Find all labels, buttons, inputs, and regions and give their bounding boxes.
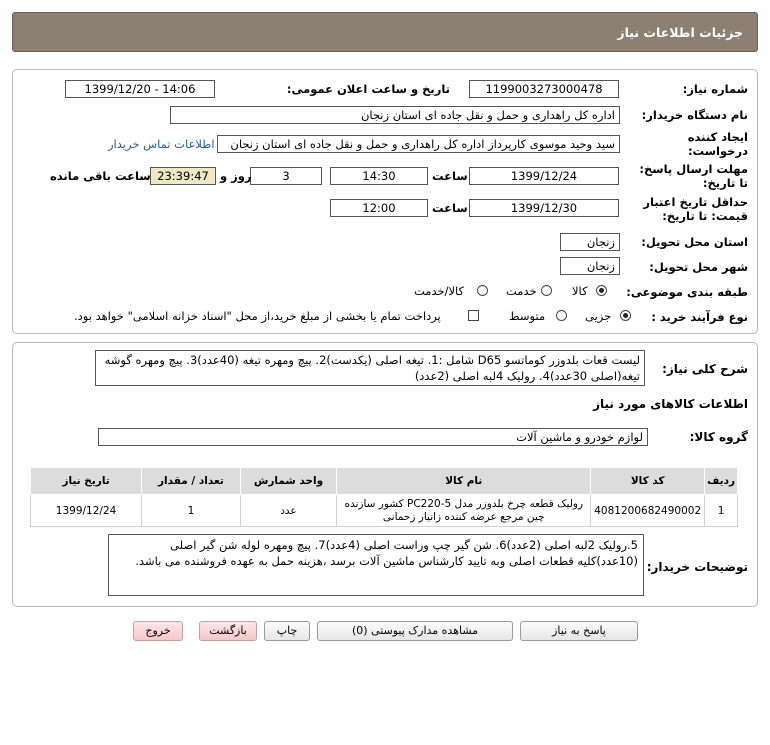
category-label: طبقه بندی موضوعی: xyxy=(626,285,748,299)
col-code: کد کالا xyxy=(591,468,705,495)
col-name: نام کالا xyxy=(337,468,591,495)
province-field: زنجان xyxy=(560,233,620,251)
items-table-header xyxy=(31,468,738,495)
category-radio-service[interactable] xyxy=(541,285,552,296)
process-radio-partial[interactable] xyxy=(620,310,631,321)
description-label: شرح کلی نیاز: xyxy=(662,362,748,376)
province-label: استان محل تحویل: xyxy=(641,235,748,249)
cell-code: 4081200682490002 xyxy=(591,495,705,527)
buyer-notes-field: 5.رولیک 2لبه اصلی (2عدد)6. شن گیر چپ وراست اصلی (4عدد)7. پیچ ومهره لوله شن گیر اصلی (10عدد)کلیه قطعات اصلی وبه تایید کارشناس ماشین آلات برسد ،هزینه حمل به عهده فروشنده می باشد. xyxy=(108,534,644,596)
page-title: جزئیات اطلاعات نیاز xyxy=(617,25,743,40)
announce-field: 1399/12/20 - 14:06 xyxy=(65,80,215,98)
buyer-label: نام دستگاه خریدار: xyxy=(641,108,748,122)
city-label: شهر محل تحویل: xyxy=(649,260,748,274)
validity-label: حداقل تاریخ اعتبار قیمت: تا تاریخ: xyxy=(643,195,748,223)
print-button[interactable]: چاپ xyxy=(264,621,310,641)
buyer-contact-link[interactable]: اطلاعات تماس خریدار xyxy=(108,137,215,151)
back-button[interactable]: بازگشت xyxy=(199,621,257,641)
col-unit: واحد شمارش xyxy=(240,468,337,495)
deadline-label: مهلت ارسال پاسخ: تا تاریخ: xyxy=(639,162,748,190)
cell-name: رولیک قطعه چرخ بلدوزر مدل PC220-5 کشور سازنده چین مرجع عرضه کننده زانیار زحمانی xyxy=(337,495,591,527)
validity-time-field: 12:00 xyxy=(330,199,428,217)
exit-button[interactable]: خروج xyxy=(133,621,183,641)
view-attachments-button[interactable]: مشاهده مدارک پیوستی (0) xyxy=(317,621,513,641)
category-radio-goods[interactable] xyxy=(596,285,607,296)
buyer-field: اداره کل راهداری و حمل و نقل جاده ای استان زنجان xyxy=(170,106,620,124)
col-qty: تعداد / مقدار xyxy=(142,468,241,495)
cell-row: 1 xyxy=(705,495,738,527)
announce-label: تاریخ و ساعت اعلان عمومی: xyxy=(286,82,450,96)
reply-button[interactable]: پاسخ به نیاز xyxy=(520,621,638,641)
category-radio-goods-service[interactable] xyxy=(477,285,488,296)
process-label: نوع فرآیند خرید : xyxy=(651,310,748,324)
cell-date: 1399/12/24 xyxy=(31,495,142,527)
remaining-time-field: 23:39:47 xyxy=(150,167,216,185)
validity-date-field: 1399/12/30 xyxy=(469,199,619,217)
creator-field: سید وحید موسوی کارپرداز اداره کل راهداری و حمل و نقل جاده ای استان زنجان xyxy=(217,135,620,153)
category-option-service: خدمت xyxy=(506,284,537,298)
city-field: زنجان xyxy=(560,257,620,275)
validity-time-label: ساعت xyxy=(432,201,468,215)
goods-group-field: لوازم خودرو و ماشین آلات xyxy=(98,428,648,446)
cell-unit: عدد xyxy=(240,495,337,527)
category-option-goods-service: کالا/خدمت xyxy=(414,284,465,298)
treasury-payment-checkbox[interactable] xyxy=(468,310,479,321)
page-header xyxy=(12,12,758,52)
days-label: روز و xyxy=(220,169,252,183)
col-row: ردیف xyxy=(705,468,738,495)
need-number-label: شماره نیاز: xyxy=(682,82,748,96)
table-row xyxy=(31,495,738,527)
items-table xyxy=(30,467,738,527)
description-field: لیست قعات بلدوزر کوماتسو D65 شامل :1. تیغه اصلی (یکدست)2. پیچ ومهره تیغه (40عدد)3. پیچ ومهره گوشه تیغه(اصلی 30عدد)4. رولیک 4لبه اصلی (2عدد) xyxy=(95,350,645,386)
remaining-label: ساعت باقی مانده xyxy=(50,169,151,183)
process-option-partial: جزیی xyxy=(585,309,612,323)
process-option-medium: متوسط xyxy=(509,309,546,323)
cell-qty: 1 xyxy=(142,495,241,527)
category-option-goods: کالا xyxy=(572,284,588,298)
treasury-payment-note: پرداخت تمام یا بخشی از مبلغ خرید،از محل "اسناد خزانه اسلامی" خواهد بود. xyxy=(74,309,441,323)
buyer-notes-label: توضیحات خریدار: xyxy=(646,560,748,574)
need-number-field: 1199003273000478 xyxy=(469,80,619,98)
goods-section-title: اطلاعات کالاهای مورد نیاز xyxy=(593,397,748,411)
deadline-time-label: ساعت xyxy=(432,169,468,183)
process-radio-medium[interactable] xyxy=(556,310,567,321)
goods-group-label: گروه کالا: xyxy=(689,430,748,444)
days-field: 3 xyxy=(250,167,322,185)
creator-label: ایجاد کننده درخواست: xyxy=(687,130,748,158)
col-date: تاریخ نیاز xyxy=(31,468,142,495)
deadline-time-field: 14:30 xyxy=(330,167,428,185)
deadline-date-field: 1399/12/24 xyxy=(469,167,619,185)
